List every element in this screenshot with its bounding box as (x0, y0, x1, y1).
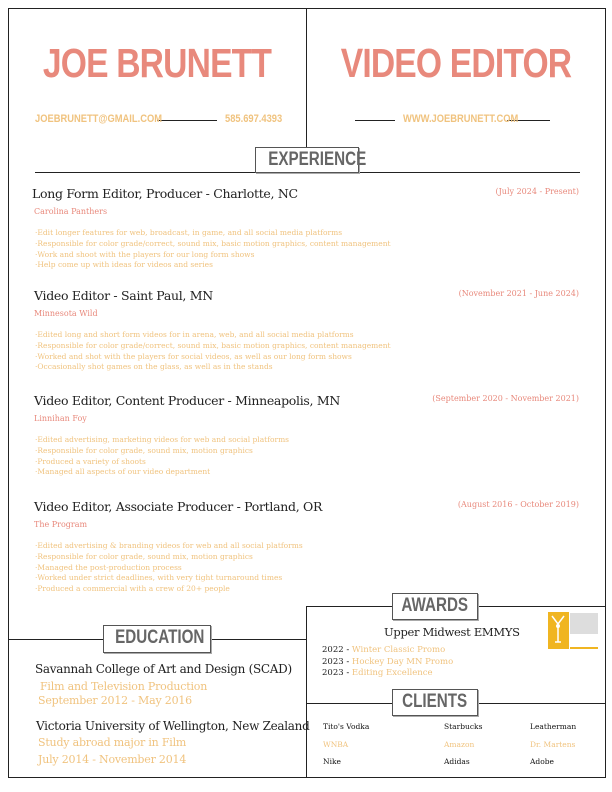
education-program: Film and Television Production (40, 680, 208, 693)
website-link[interactable]: WWW.JOEBRUNETT.COM (403, 113, 519, 125)
job-company: Carolina Panthers (34, 207, 108, 216)
job-bullet: · Edit longer features for web, broadcast, in game, and all social media platforms (35, 228, 391, 239)
job-title: Video Editor - Saint Paul, MN (34, 288, 213, 303)
job-bullet: · Managed all aspects of our video department (35, 467, 289, 478)
award-item: 2022 - Winter Classic Promo (322, 645, 446, 655)
award-title: Hockey Day MN Promo (351, 656, 454, 667)
job-bullets (35, 228, 391, 271)
education-heading (103, 625, 211, 653)
page-border-right (605, 8, 606, 778)
job-dates: (September 2020 - November 2021) (432, 394, 579, 403)
education-dates: July 2014 - November 2014 (38, 753, 187, 766)
award-title: Winter Classic Promo (351, 645, 446, 655)
job-bullets (35, 541, 303, 595)
award-year: 2022 (322, 645, 344, 655)
job-bullet: · Occasionally shot games on the glass, as well as in the stands (35, 362, 391, 373)
client-name: Leatherman (530, 722, 577, 731)
phone-text: 585.697.4393 (225, 113, 283, 125)
client-name: Amazon (444, 740, 475, 749)
clients-heading-text: CLIENTS (402, 691, 468, 712)
job-bullet: · Responsible for color grade/correct, sound mix, basic motion graphics, content management (35, 239, 391, 250)
job-bullet: · Worked and shot with the players for social videos, as well as our long form shows (35, 352, 391, 363)
job-dates: (August 2016 - October 2019) (457, 500, 579, 509)
job-bullet: · Responsible for color grade/correct, sound mix, basic motion graphics, content management (35, 341, 391, 352)
role-heading: VIDEO EDITOR (340, 40, 572, 86)
education-school: Savannah College of Art and Design (SCAD) (35, 662, 292, 676)
job-dates: (July 2024 - Present) (495, 187, 579, 196)
job-dates: (November 2021 - June 2024) (458, 289, 579, 298)
client-name: Adobe (530, 757, 554, 766)
experience-heading (255, 147, 367, 173)
emmy-logo-text (570, 613, 598, 634)
job-bullet: · Edited long and short form videos for in arena, web, and all social media platforms (35, 330, 391, 341)
job-bullet: · Responsible for color grade, sound mix, motion graphics (35, 552, 303, 563)
education-dates: September 2012 - May 2016 (38, 694, 192, 707)
contact-dash-2 (355, 120, 395, 121)
job-bullet: · Produced a variety of shoots (35, 457, 289, 468)
client-name: Tito's Vodka (323, 722, 370, 731)
awards-heading (392, 593, 478, 620)
page-border-left (8, 8, 9, 778)
education-school: Victoria University of Wellington, New Zealand (36, 719, 310, 733)
job-bullets (35, 435, 289, 478)
award-year: 2023 (322, 668, 344, 678)
education-program: Study abroad major in Film (38, 736, 187, 749)
emmy-logo (548, 612, 598, 649)
clients-heading (392, 689, 478, 716)
emmy-logo-underline (570, 647, 598, 649)
education-heading-text: EDUCATION (115, 627, 205, 648)
page-border-top (8, 8, 606, 9)
job-bullet: · Edited advertising, marketing videos for web and social platforms (35, 435, 289, 446)
job-bullets (35, 330, 391, 373)
award-item: 2023 - Hockey Day MN Promo (322, 656, 454, 667)
client-name: Starbucks (444, 722, 483, 731)
job-title: Video Editor, Associate Producer - Portland, OR (34, 499, 323, 514)
job-bullet: · Responsible for color grade, sound mix, motion graphics (35, 446, 289, 457)
page-border-bottom (8, 777, 606, 778)
awards-organization: Upper Midwest EMMYS (384, 625, 520, 639)
job-title: Video Editor, Content Producer - Minneapolis, MN (34, 393, 341, 408)
awards-list (322, 645, 453, 680)
job-bullet: · Managed the post-production process (35, 563, 303, 574)
header-divider (306, 8, 307, 148)
contact-dash-1 (157, 120, 217, 121)
award-title: Editing Excellence (351, 668, 433, 678)
name-heading: JOE BRUNETT (42, 40, 272, 86)
award-item: 2023 - Editing Excellence (322, 668, 433, 678)
job-company: The Program (34, 520, 88, 529)
client-name: Adidas (444, 757, 470, 766)
experience-heading-text: EXPERIENCE (268, 149, 367, 170)
emmy-statuette-icon (548, 612, 569, 649)
job-bullet: · Worked under strict deadlines, with very tight turnaround times (35, 573, 303, 584)
job-bullet: · Help come up with ideas for videos and series (35, 260, 391, 271)
award-year: 2023 (322, 656, 344, 667)
bottom-divider (306, 606, 307, 778)
client-name: Nike (323, 757, 341, 766)
client-name: WNBA (323, 740, 349, 749)
job-bullet: · Edited advertising & branding videos for web and all social platforms (35, 541, 303, 552)
awards-heading-text: AWARDS (401, 595, 469, 616)
job-title: Long Form Editor, Producer - Charlotte, NC (32, 186, 298, 201)
job-company: Minnesota Wild (34, 309, 98, 318)
job-company: Linnihan Foy (34, 414, 87, 423)
email-link[interactable]: JOEBRUNETT@GMAIL.COM (35, 113, 163, 125)
job-bullet: · Produced a commercial with a crew of 20+ people (35, 584, 303, 595)
client-name: Dr. Martens (530, 740, 576, 749)
job-bullet: · Work and shoot with the players for our long form shows (35, 250, 391, 261)
